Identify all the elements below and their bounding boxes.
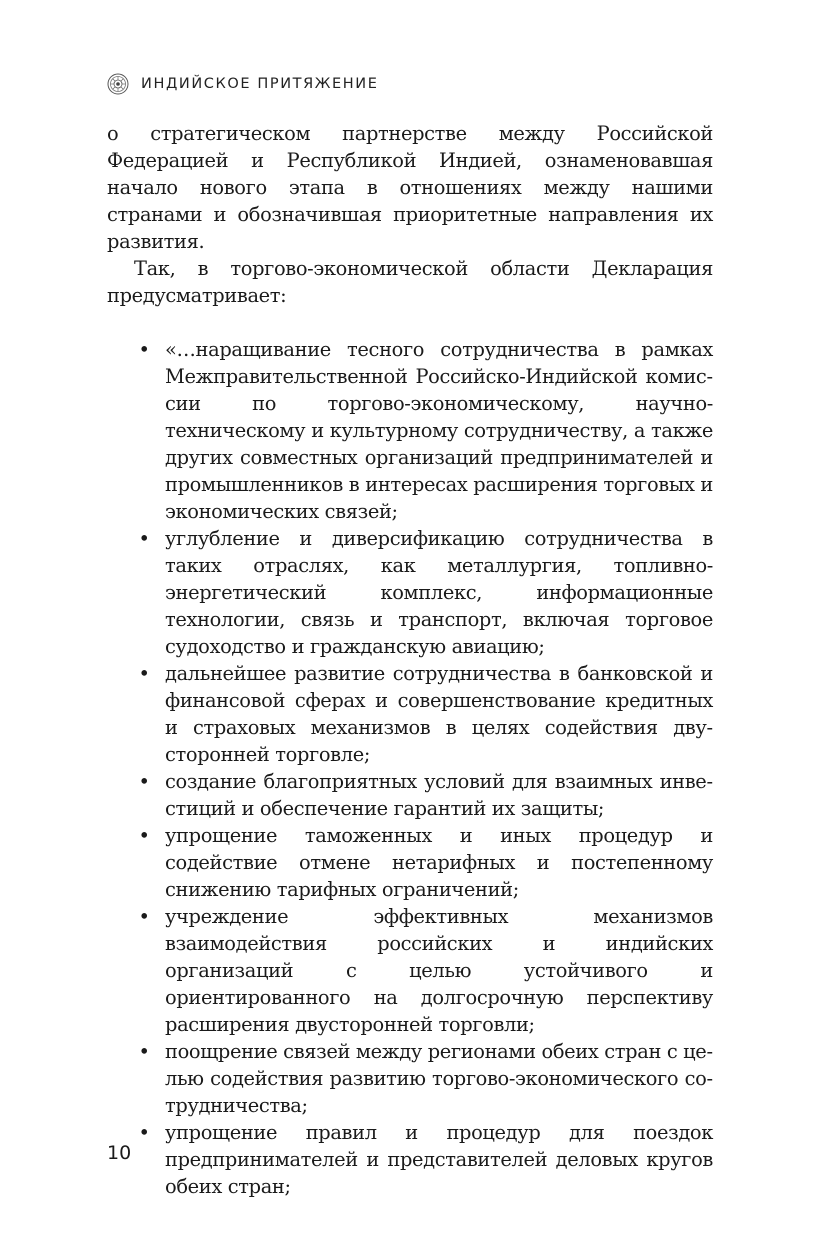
- bullet-marker: •: [138, 770, 150, 793]
- list-item: [138, 1119, 713, 1200]
- page-body: [107, 120, 713, 1200]
- list-item: [138, 660, 713, 768]
- body-paragraph: о стратегическом партнерстве между Российской Федерацией и Республикой Индией, ознаменовавшая начало нового этапа в отношениях между нашими странами и обозначившая приоритетные направления их развития.: [107, 122, 713, 253]
- bullet-marker: •: [138, 905, 150, 928]
- list-item-text: упрощение таможенных и иных процедур и содействие отмене нетарифных и постепенному снижению тарифных ограничений;: [165, 824, 713, 901]
- list-item: [138, 1038, 713, 1119]
- bullet-marker: •: [138, 824, 150, 847]
- bullet-marker: •: [138, 1040, 150, 1063]
- list-item: [138, 768, 713, 822]
- list-item-text: учреждение эффективных механизмов взаимодействия российских и индийских организаций с целью устойчивого и ориентированного на долгосрочную перспективу расширения двусторонней торговли;: [165, 905, 713, 1036]
- bullet-marker: •: [138, 662, 150, 685]
- mandala-emblem-icon: [107, 73, 129, 95]
- list-item: [138, 336, 713, 525]
- list-item: [138, 525, 713, 660]
- body-paragraph: Так, в торгово-экономической области Декларация предусматривает:: [107, 257, 713, 307]
- declaration-bullet-list: [107, 336, 713, 1200]
- running-title: ИНДИЙСКОЕ ПРИТЯЖЕНИЕ: [141, 76, 379, 92]
- page-number: 10: [107, 1142, 132, 1164]
- list-item-text: создание благоприятных условий для взаимных инвестиций и обеспечение гарантий их защиты;: [165, 770, 713, 820]
- running-header: [107, 72, 379, 96]
- list-item: [138, 903, 713, 1038]
- list-item-text: «…наращивание тесного сотрудничества в рамках Межправительственной Российско-Индийской комиссии по торгово-экономическому, научно-техническому и культурному сотрудничеству, а также других совместных организаций предпринимателей и промышленников в интересах расширения торговых и экономических связей;: [165, 338, 713, 523]
- bullet-marker: •: [138, 338, 150, 361]
- list-item-text: дальнейшее развитие сотрудничества в банковской и финансовой сферах и совершенствование кредитных и страховых механизмов в целях содействия двусторонней торговле;: [165, 662, 713, 766]
- list-item-text: углубление и диверсификацию сотрудничества в таких отраслях, как металлургия, топливно-энергетический комплекс, информационные технологии, связь и транспорт, включая торговое судоходство и гражданскую авиацию;: [165, 527, 713, 658]
- bullet-marker: •: [138, 1121, 150, 1144]
- list-item: [138, 822, 713, 903]
- list-item-text: упрощение правил и процедур для поездок предпринимателей и представителей деловых кругов обеих стран;: [165, 1121, 713, 1198]
- list-item-text: поощрение связей между регионами обеих стран с целью содействия развитию торгово-экономического сотрудничества;: [165, 1040, 713, 1117]
- bullet-marker: •: [138, 527, 150, 550]
